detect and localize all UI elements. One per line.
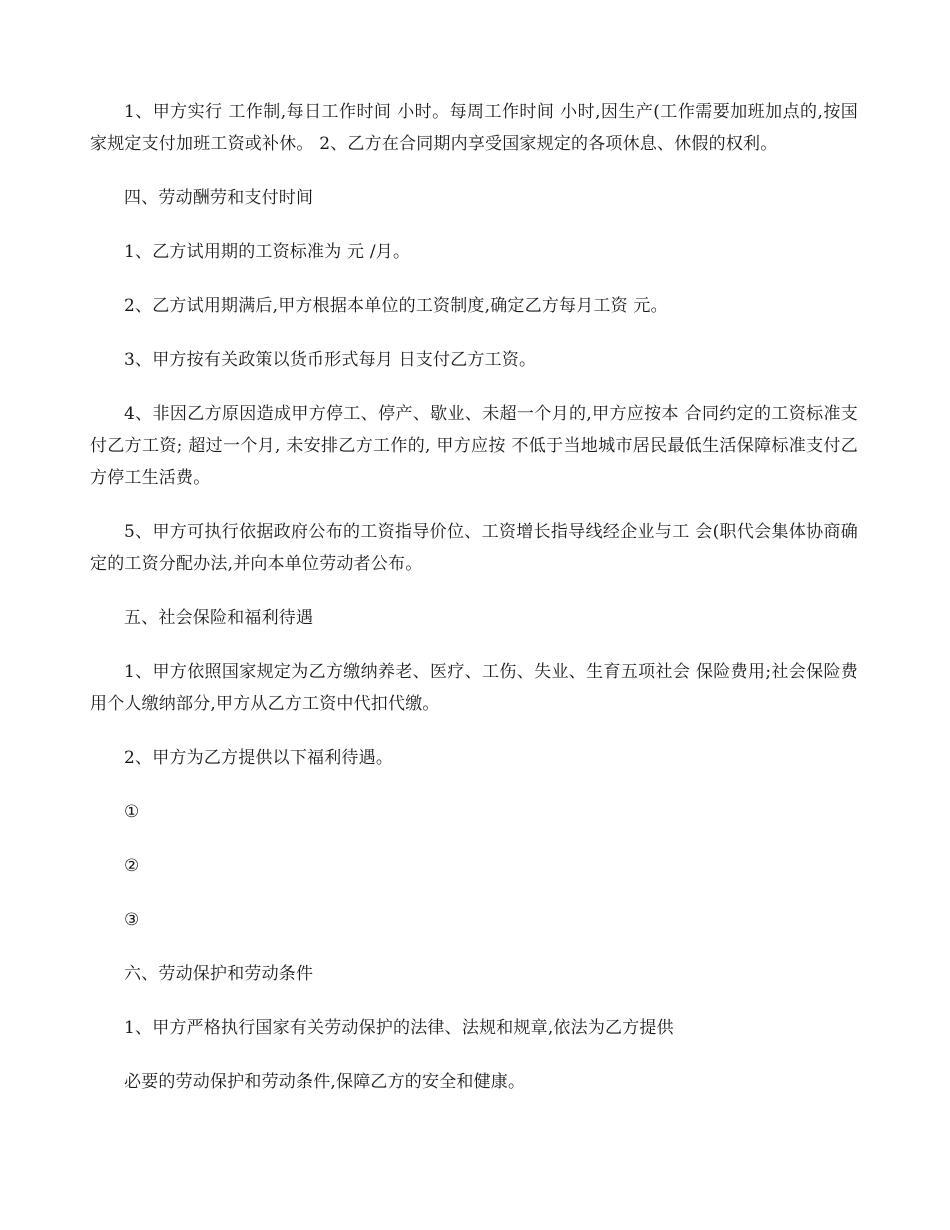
section-heading-labor-protection: 六、劳动保护和劳动条件 [124,964,314,984]
paragraph-labor-protection: 1、甲方严格执行国家有关劳动保护的法律、法规和规章,依法为乙方提供 [124,1018,674,1038]
welfare-item-2: ② [124,856,140,876]
paragraph-payment-date: 3、甲方按有关政策以货币形式每月 日支付乙方工资。 [124,350,537,370]
welfare-item-1: ① [124,802,140,822]
paragraph-working-hours: 1、甲方实行 工作制,每日工作时间 小时。每周工作时间 小时,因生产(工作需要加班加点的,按国家规定支付加班工资或补休。 2、乙方在合同期内享受国家规定的各项休息、休假的权利。 [90,102,858,154]
paragraph-welfare: 2、甲方为乙方提供以下福利待遇。 [124,748,394,768]
paragraph-probation-salary: 1、乙方试用期的工资标准为 元 /月。 [124,242,411,262]
paragraph-labor-protection-continued: 必要的劳动保护和劳动条件,保障乙方的安全和健康。 [124,1072,526,1092]
paragraph-monthly-salary: 2、乙方试用期满后,甲方根据本单位的工资制度,确定乙方每月工资 元。 [124,296,668,316]
section-heading-social-insurance: 五、社会保险和福利待遇 [124,608,314,628]
welfare-item-3: ③ [124,910,140,930]
paragraph-wage-guidance: 5、甲方可执行依据政府公布的工资指导价位、工资增长指导线经企业与工 会(职代会集体协商确定的工资分配办法,并向本单位劳动者公布。 [90,522,858,574]
paragraph-insurance-payment: 1、甲方依照国家规定为乙方缴纳养老、医疗、工伤、失业、生育五项社会 保险费用;社会保险费用个人缴纳部分,甲方从乙方工资中代扣代缴。 [90,662,858,714]
section-heading-remuneration: 四、劳动酬劳和支付时间 [124,188,314,208]
paragraph-work-stoppage: 4、非因乙方原因造成甲方停工、停产、歇业、未超一个月的,甲方应按本 合同约定的工资标准支付乙方工资; 超过一个月, 未安排乙方工作的, 甲方应按 不低于当地城市居民最低生活保障标准支付乙方停工生活费。 [90,404,858,488]
